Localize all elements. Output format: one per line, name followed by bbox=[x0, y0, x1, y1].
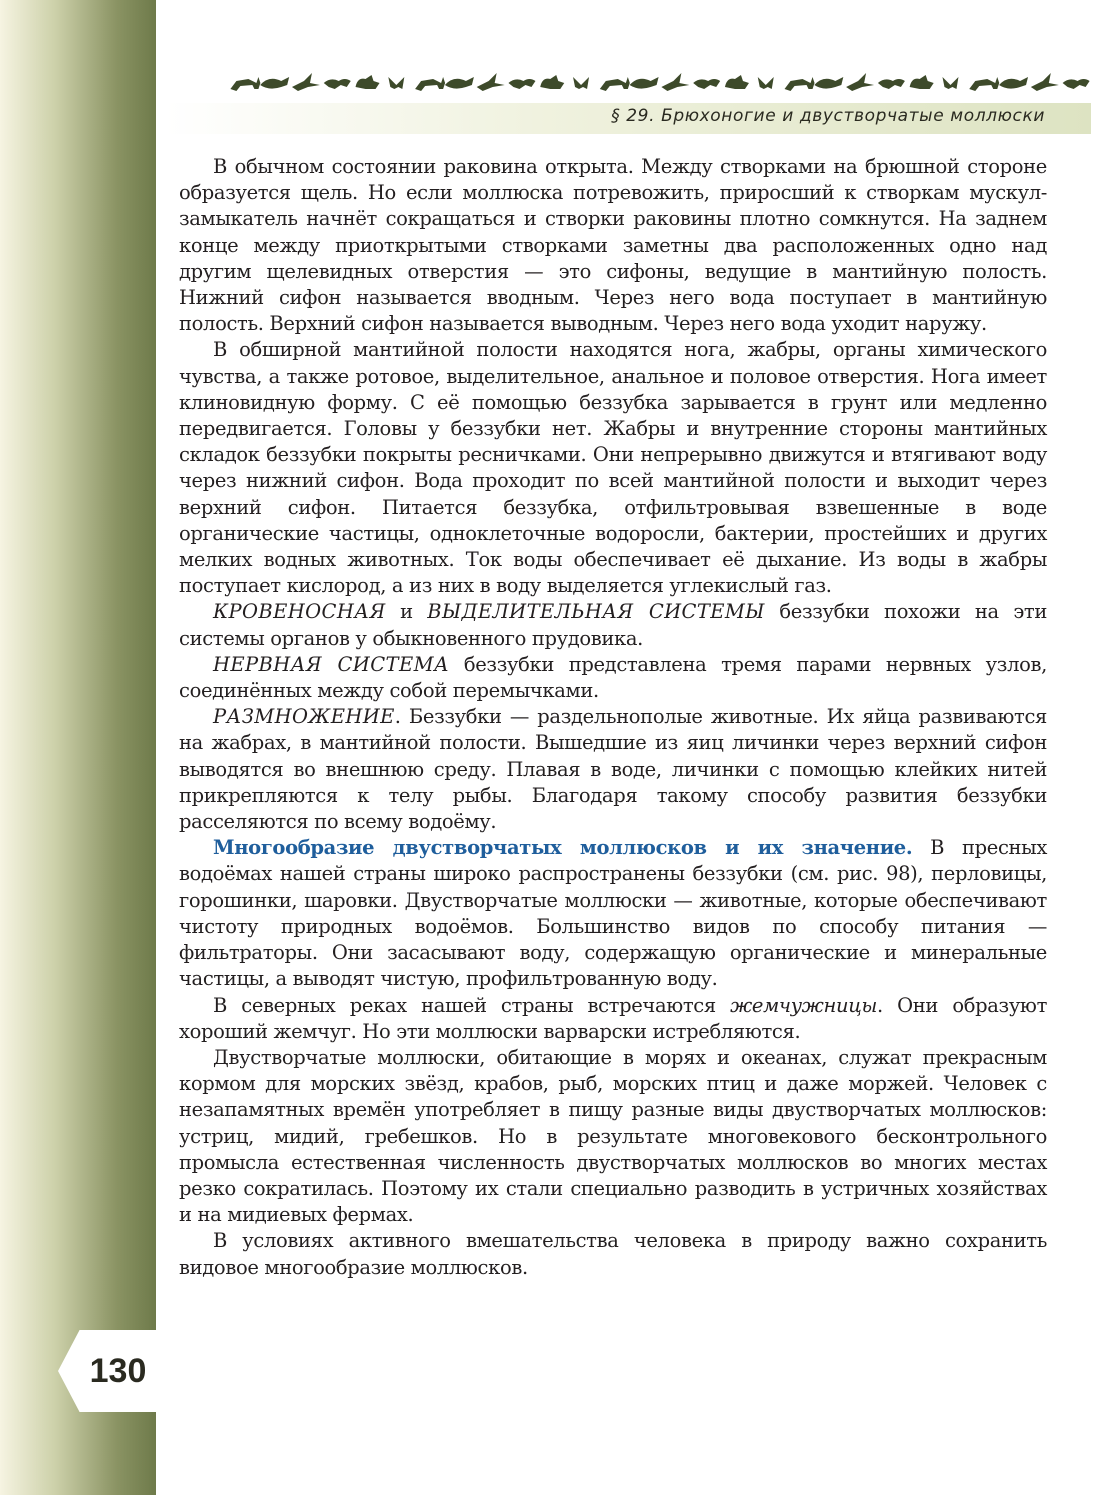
animal-silhouette-icon bbox=[292, 73, 320, 91]
paragraph-text: В обширной мантийной полости находятся нога, жабры, органы химического чувства, а также ротовое, выделительное, анальное и половое отверстия. Нога имеет клиновидную форму. С её помощью беззубка зарывается в грунт или медленно передвигается. Головы у беззубки нет. Жабры и внутренние стороны мантийных складок беззубки покрыты ресничками. Они непрерывно движутся и втягивают воду через нижний сифон. Вода проходит по всей мантийной полости и выходит через верхний сифон. Питается беззубка, отфильтровывая взвешенные в воде органические частицы, одноклеточные водоросли, бактерии, простейших и других мелких водных животных. Ток воды обеспечивает её дыхание. Из воды в жабры поступает кислород, а из них в воду выделяется углекислый газ. bbox=[179, 338, 1047, 598]
animal-silhouette-icon bbox=[942, 77, 958, 89]
animal-silhouette-icon bbox=[230, 77, 260, 91]
animal-silhouette-icon bbox=[508, 79, 535, 89]
animal-silhouette-icon bbox=[445, 77, 474, 89]
paragraph bbox=[179, 993, 1047, 1045]
paragraph-text: В северных реках нашей страны встречаются bbox=[213, 993, 731, 1017]
animal-silhouette-icon bbox=[725, 75, 749, 89]
animal-silhouette-icon bbox=[878, 79, 905, 89]
animal-silhouette-icon bbox=[477, 73, 505, 91]
paragraph-text: и bbox=[385, 600, 428, 624]
animal-silhouette-icon bbox=[260, 77, 289, 89]
animal-silhouette-icon bbox=[814, 77, 843, 89]
animal-silhouette-icon bbox=[1063, 79, 1090, 89]
animal-silhouette-icon bbox=[758, 77, 774, 89]
term-nervous-system: НЕРВНАЯ СИСТЕМА bbox=[213, 652, 450, 676]
paragraph bbox=[179, 1045, 1047, 1228]
animal-silhouette-icon bbox=[324, 79, 351, 89]
animal-silhouette-icon bbox=[969, 77, 999, 91]
paragraph-text: В пресных водоёмах нашей страны широко распространены беззубки (см. рис. 98), перловицы, горошинки, шаровки. Двустворчатые моллюски — животные, которые обеспечивают чистоту природных водоёмов. Большинство видов по способу питания — фильтраторы. Они засасывают воду, содержащую органические и минеральные частицы, а выводят чистую, профильтрованную воду. bbox=[179, 836, 1047, 991]
body-text bbox=[179, 154, 1047, 1281]
paragraph bbox=[179, 704, 1047, 835]
animal-silhouette-icon bbox=[693, 79, 720, 89]
page-number: 130 bbox=[89, 1351, 147, 1390]
animal-silhouette-icon bbox=[388, 77, 404, 89]
side-color-band bbox=[0, 0, 156, 1495]
paragraph-text: Двустворчатые моллюски, обитающие в морях и океанах, служат прекрасным кормом для морских звёзд, крабов, рыб, морских птиц и даже моржей. Человек с незапамятных времён употребляет в пищу разные виды двустворчатых моллюсков: устриц, мидий, гребешков. Но в результате многовекового бесконтрольного промысла естественная численность двустворчатых моллюсков во многих местах резко сократилась. Поэтому их стали специально разводить в устричных хозяйствах и на мидиевых фермах. bbox=[179, 1045, 1047, 1227]
paragraph bbox=[179, 337, 1047, 599]
term-blood-system: КРОВЕНОСНАЯ bbox=[213, 600, 386, 624]
animal-silhouette-icon bbox=[785, 77, 815, 91]
paragraph bbox=[179, 1228, 1047, 1280]
paragraph-text: В условиях активного вмешательства человека в природу важно сохранить видовое многообразие моллюсков. bbox=[179, 1229, 1047, 1279]
animal-silhouette-icon bbox=[661, 73, 689, 91]
animal-silhouette-icon bbox=[999, 77, 1028, 89]
paragraph bbox=[179, 835, 1047, 992]
animal-silhouette-icon bbox=[1031, 73, 1059, 91]
animal-silhouette-icon bbox=[910, 75, 934, 89]
term-pearl-mussels: жемчужницы bbox=[730, 993, 877, 1017]
paragraph-text: беззубки представлена тремя парами нервных узлов, соединённых между собой перемычками. bbox=[179, 652, 1047, 703]
paragraph-text: беззубки похожи на эти системы органов у обыкновенного прудовика. bbox=[179, 600, 1047, 650]
paragraph-text: В обычном состоянии раковина открыта. Между створками на брюшной стороне образуется щель. Но если моллюска потревожить, приросший к створкам мускул-замыкатель начнёт сокращаться и створки раковины плотно сомкнутся. На заднем конце между приоткрытыми створками заметны два расположенных одно над другим щелевидных отверстия — это сифоны, ведущие в мантийную полость. Нижний сифон называется вводным. Через него вода поступает в мантийную полость. Верхний сифон называется выводным. Через него вода уходит наружу. bbox=[179, 155, 1047, 336]
term-reproduction: РАЗМНОЖЕНИЕ bbox=[213, 705, 395, 729]
paragraph-text: . Беззубки — раздельнополые животные. Их яйца развиваются на жабрах, в мантийной полости. Вышедшие из яиц личинки через верхний сифон выводятся во внешнюю среду. Плавая в воде, личинки с помощью клейких нитей прикрепляются к телу рыбы. Благодаря такому способу развития беззубки расселяются по всему водоёму. bbox=[179, 705, 1047, 834]
paragraph bbox=[179, 154, 1047, 337]
animal-silhouette-icon bbox=[846, 73, 874, 91]
paragraph bbox=[179, 599, 1047, 651]
term-excretory-system: ВЫДЕЛИТЕЛЬНАЯ СИСТЕМЫ bbox=[427, 600, 765, 624]
animal-silhouette-icon bbox=[415, 77, 445, 91]
paragraph-text: . Они образуют хороший жемчуг. Но эти моллюски варварски истребляются. bbox=[179, 993, 1048, 1043]
animal-silhouette-icon bbox=[630, 77, 659, 89]
animal-silhouettes-strip bbox=[228, 64, 1090, 100]
animal-silhouette-icon bbox=[600, 77, 630, 91]
animal-silhouette-icon bbox=[540, 75, 564, 89]
paragraph bbox=[179, 652, 1047, 704]
subsection-heading: Многообразие двустворчатых моллюсков и их значение. bbox=[213, 836, 913, 860]
animal-silhouette-icon bbox=[356, 75, 380, 89]
section-title: § 29. Брюхоногие и двустворчатые моллюски bbox=[611, 106, 1045, 126]
animal-silhouette-icon bbox=[573, 77, 589, 89]
